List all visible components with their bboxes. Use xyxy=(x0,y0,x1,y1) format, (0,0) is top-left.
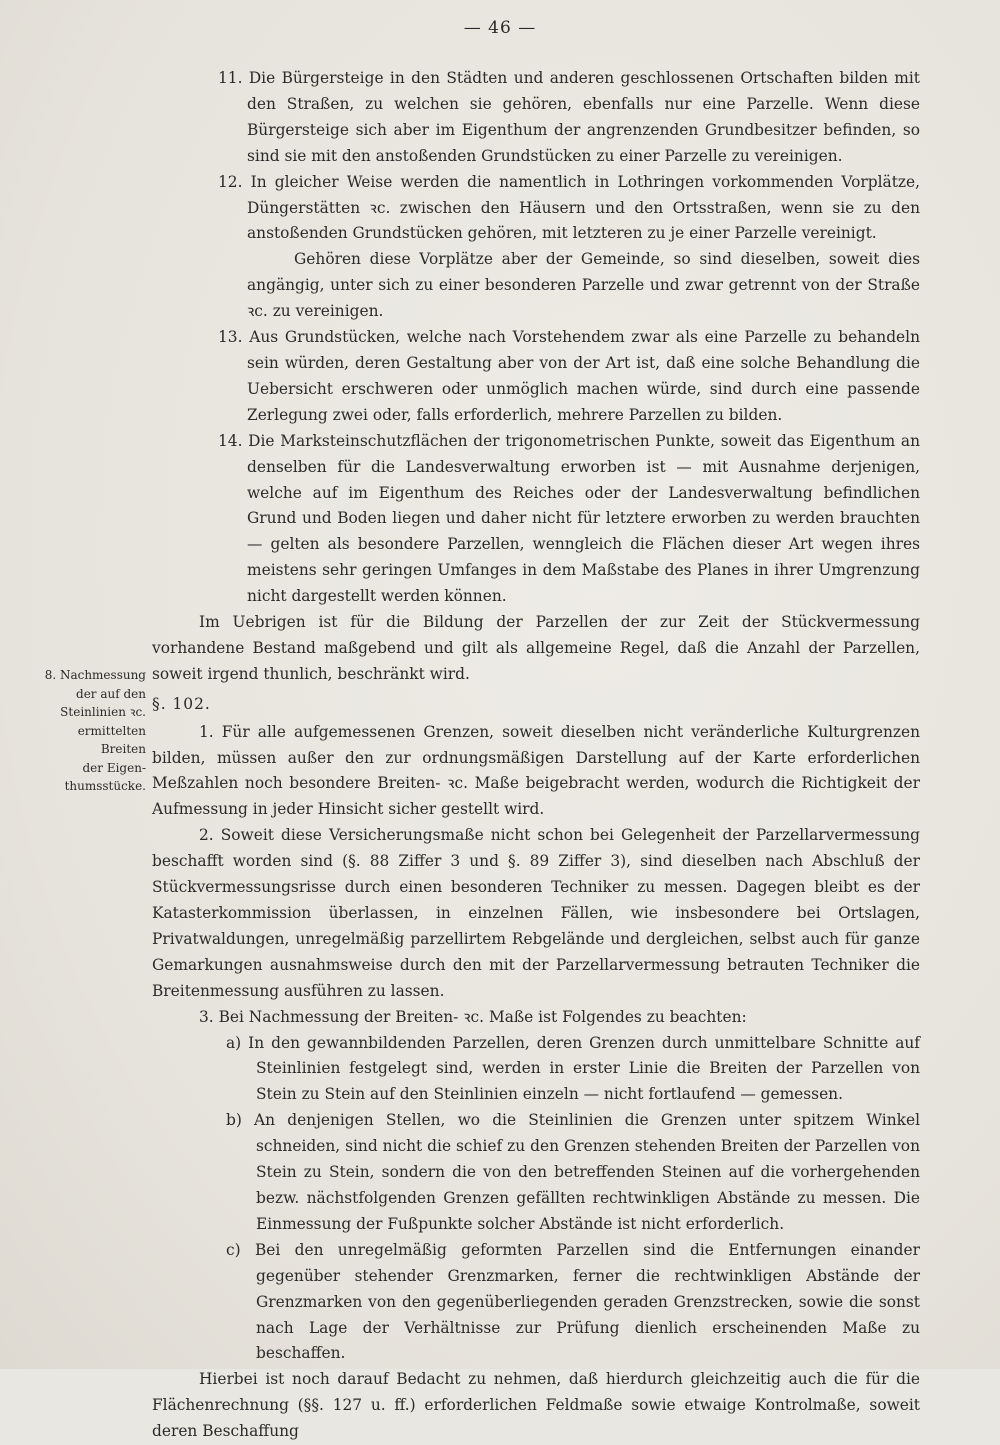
subitem-c: c) Bei den unregelmäßig geformten Parzellen sind die Entfernungen einander gegenüber stehender Grenzmarken, ferner die rechtwinkligen Abstände der Grenzmarken von den gegenüberliegenden geraden Grenzstrecken, sowie die sonst nach Lage der Verhältnisse zur Prüfung dienlich erscheinenden Maße zu beschaffen. xyxy=(226,1240,920,1363)
margin-note xyxy=(40,666,146,796)
section-item-1: 1. Für alle aufgemessenen Grenzen, soweit dieselben nicht veränderliche Kulturgrenzen bilden, müssen außer den zur ordnungsmäßigen Darstellung auf der Karte erforderlichen Meßzahlen noch besondere Breiten- ꝛc. Maße beigebracht werden, wodurch die Richtigkeit der Aufmessung in jeder Hinsicht sicher gestellt wird. xyxy=(152,722,920,819)
page-number: — 46 — xyxy=(463,18,537,38)
subitem-a: a) In den gewannbildenden Parzellen, deren Grenzen durch unmittelbare Schnitte auf Steinlinien festgelegt sind, werden in erster Linie die Breiten der Parzellen von Stein zu Stein auf den Steinlinien einzeln — nicht fortlaufend — gemessen. xyxy=(226,1033,920,1104)
margin-note-line: Breiten xyxy=(100,742,146,756)
paragraph-hierbei: Hierbei ist noch darauf Bedacht zu nehmen, daß hierdurch gleichzeitig auch die für die Flächenrechnung (§§. 127 u. ff.) erforderlichen Feldmaße sowie etwaige Kontrolmaße, soweit deren Beschaffung xyxy=(152,1370,920,1441)
body-text xyxy=(152,66,920,1445)
section-heading: §. 102. xyxy=(152,694,211,713)
paragraph-12-continuation: Gehören diese Vorplätze aber der Gemeinde, so sind dieselben, soweit dies angängig, unter sich zu einer besonderen Parzelle und zwar getrennt von der Straße ꝛc. zu vereinigen. xyxy=(247,250,920,321)
paragraph-11: 11. Die Bürgersteige in den Städten und anderen geschlossenen Ortschaften bilden mit den Straßen, zu welchen sie gehören, ebenfalls nur eine Parzelle. Wenn diese Bürgersteige sich aber im Eigenthum der angrenzenden Grundbesitzer befinden, so sind sie mit den anstoßenden Grundstücken zu einer Parzelle zu vereinigen. xyxy=(218,69,920,165)
margin-note-line: thumsstücke. xyxy=(64,779,146,793)
paragraph-12: 12. In gleicher Weise werden die namentlich in Lothringen vorkommenden Vorplätze, Düngerstätten ꝛc. zwischen den Häusern und den Ortsstraßen, wenn sie zu den anstoßenden Grundstücken gehören, mit letzteren zu je einer Parzelle vereinigt. xyxy=(218,172,920,243)
margin-note-line: 8. Nachmessung xyxy=(44,668,146,682)
margin-note-line: ermittelten xyxy=(77,723,146,738)
margin-note-line: der auf den xyxy=(76,686,146,701)
section-item-2: 2. Soweit diese Versicherungsmaße nicht schon bei Gelegenheit der Parzellarvermessung beschafft worden sind (§. 88 Ziffer 3 und §. 89 Ziffer 3), sind dieselben nach Abschluß der Stückvermessungsrisse durch einen besonderen Techniker zu messen. Dagegen bleibt es der Katasterkommission überlassen, in einzelnen Fällen, wie insbesondere bei Ortslagen, Privatwaldungen, unregelmäßig parzellirtem Rebgelände und dergleichen, selbst auch für ganze Gemarkungen ausnahmsweise durch den mit der Parzellarvermessung betrauten Techniker die Breitenmessung ausführen zu lassen. xyxy=(152,826,920,1000)
paragraph-13: 13. Aus Grundstücken, welche nach Vorstehendem zwar als eine Parzelle zu behandeln sein würden, deren Gestaltung aber von der Art ist, daß eine solche Behandlung die Uebersicht erschweren oder unmöglich machen würde, sind durch eine passende Zerlegung zwei oder, falls erforderlich, mehrere Parzellen zu bilden. xyxy=(218,328,920,424)
paragraph-uebrigen: Im Uebrigen ist für die Bildung der Parzellen der zur Zeit der Stückvermessung vorhandene Bestand maßgebend und gilt als allgemeine Regel, daß die Anzahl der Parzellen, soweit irgend thunlich, beschränkt wird. xyxy=(152,613,920,683)
section-item-3: 3. Bei Nachmessung der Breiten- ꝛc. Maße ist Folgendes zu beachten: xyxy=(199,1007,747,1026)
margin-note-line: der Eigen- xyxy=(82,760,146,775)
paragraph-14: 14. Die Marksteinschutzflächen der trigonometrischen Punkte, soweit das Eigenthum an denselben für die Landesverwaltung erworben ist — mit Ausnahme derjenigen, welche auf im Eigenthum des Reiches oder der Landesverwaltung befindlichen Grund und Boden liegen und daher nicht für letztere erworben zu werden brauchten — gelten als besondere Parzellen, wenngleich die Flächen dieser Art wegen ihres meistens sehr geringen Umfanges in dem Maßstabe des Planes in ihrer Umgrenzung nicht dargestellt werden können. xyxy=(218,431,920,606)
margin-note-line: Steinlinien ꝛc. xyxy=(60,705,146,719)
subitem-b: b) An denjenigen Stellen, wo die Steinlinien die Grenzen unter spitzem Winkel schneiden, sind nicht die schief zu den Grenzen stehenden Breiten der Parzellen von Stein zu Stein, sondern die von den betreffenden Steinen auf die vorhergehenden bezw. nächstfolgenden Grenzen gefällten rechtwinkligen Abstände zu messen. Die Einmessung der Fußpunkte solcher Abstände ist nicht erforderlich. xyxy=(226,1111,920,1233)
